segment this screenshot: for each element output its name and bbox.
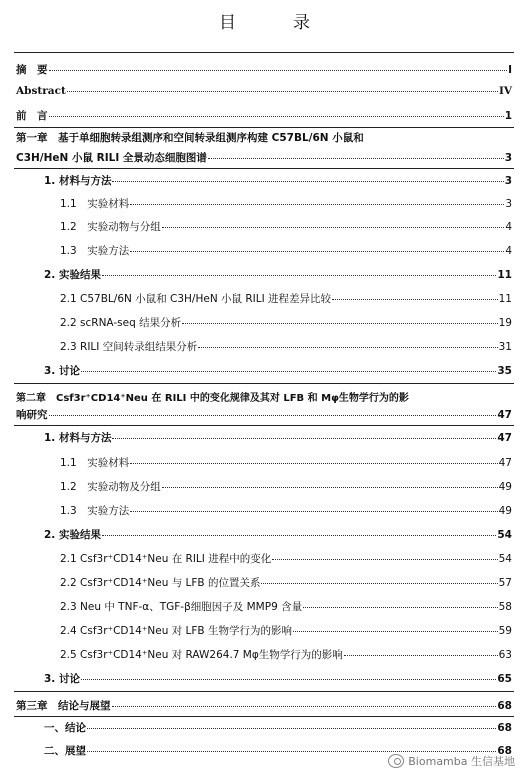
toc-entry-preface[interactable] bbox=[16, 108, 512, 123]
toc-entry-2-1[interactable] bbox=[44, 430, 512, 445]
toc-label: Abstract bbox=[16, 85, 66, 97]
toc-page: IV bbox=[498, 85, 512, 97]
toc-page: 3 bbox=[504, 175, 512, 187]
toc-label: 响研究 bbox=[16, 409, 48, 421]
toc-label: 2.2 Csf3r⁺CD14⁺Neu 与 LFB 的位置关系 bbox=[60, 577, 261, 589]
toc-entry-1-1[interactable] bbox=[44, 173, 512, 188]
toc-entry-1-1-3[interactable] bbox=[60, 243, 512, 258]
toc-page: 59 bbox=[498, 625, 512, 637]
toc-entry-chapter-3[interactable] bbox=[16, 698, 512, 713]
toc-page: I bbox=[508, 64, 512, 76]
toc-page: 63 bbox=[498, 649, 512, 661]
toc-label: 1. 材料与方法 bbox=[44, 432, 112, 444]
toc-entry-1-2-3[interactable] bbox=[60, 339, 512, 354]
header-rule bbox=[14, 52, 514, 53]
toc-page: 57 bbox=[498, 577, 512, 589]
toc-label: 1.3 实验方法 bbox=[60, 505, 130, 517]
toc-page: 11 bbox=[497, 269, 512, 281]
toc-page: 54 bbox=[497, 529, 512, 541]
toc-label: 1.1 实验材料 bbox=[60, 198, 130, 210]
toc-label: 第三章 结论与展望 bbox=[16, 700, 111, 712]
toc-label: 摘 要 bbox=[16, 64, 48, 76]
chapter-1-title-line1: 第一章 基于单细胞转录组测序和空间转录组测序构建 C57BL/6N 小鼠和 bbox=[16, 132, 364, 144]
toc-label: 一、结论 bbox=[44, 722, 86, 734]
toc-entry-1-2[interactable] bbox=[44, 267, 512, 282]
toc-entry-abstract-cn[interactable] bbox=[16, 62, 512, 77]
toc-label: 2. 实验结果 bbox=[44, 529, 101, 541]
toc-page: 54 bbox=[498, 553, 512, 565]
toc-label: 3. 讨论 bbox=[44, 365, 80, 377]
toc-title: 目 录 bbox=[219, 13, 330, 33]
toc-entry-2-1-3[interactable] bbox=[60, 503, 512, 518]
toc-page: 19 bbox=[498, 317, 512, 329]
divider bbox=[14, 383, 514, 384]
watermark-text: Biomamba 生信基地 bbox=[408, 755, 515, 768]
toc-page: 3 bbox=[505, 198, 512, 210]
toc-page: 35 bbox=[497, 365, 512, 377]
toc-page: 58 bbox=[498, 601, 512, 613]
toc-label: 2.2 scRNA-seq 结果分析 bbox=[60, 317, 182, 329]
toc-entry-2-2-2[interactable] bbox=[60, 575, 512, 590]
toc-entry-2-2-4[interactable] bbox=[60, 623, 512, 638]
wechat-icon bbox=[388, 754, 404, 768]
toc-page: 47 bbox=[497, 409, 512, 421]
toc-label: 3. 讨论 bbox=[44, 673, 80, 685]
toc-entry-2-1-2[interactable] bbox=[60, 479, 512, 494]
toc-page: 49 bbox=[498, 481, 512, 493]
toc-label: 2.1 Csf3r⁺CD14⁺Neu 在 RILI 进程中的变化 bbox=[60, 553, 272, 565]
toc-entry-2-2-1[interactable] bbox=[60, 551, 512, 566]
toc-label: 2.3 RILI 空间转录组结果分析 bbox=[60, 341, 198, 353]
toc-page: 47 bbox=[498, 457, 512, 469]
toc-entry-2-2-5[interactable] bbox=[60, 647, 512, 662]
toc-page: 31 bbox=[498, 341, 512, 353]
toc-label: 2.5 Csf3r⁺CD14⁺Neu 对 RAW264.7 Mφ生物学行为的影响 bbox=[60, 649, 343, 661]
toc-label: 1.3 实验方法 bbox=[60, 245, 130, 257]
divider bbox=[14, 691, 514, 692]
toc-entry-2-2[interactable] bbox=[44, 527, 512, 542]
toc-entry-chapter-1[interactable] bbox=[16, 150, 512, 165]
toc-page: 1 bbox=[504, 110, 512, 122]
toc-label: 1.2 实验动物与分组 bbox=[60, 221, 161, 233]
toc-page: 4 bbox=[505, 221, 512, 233]
toc-page: 47 bbox=[497, 432, 512, 444]
toc-entry-3-1[interactable] bbox=[44, 720, 512, 735]
watermark bbox=[388, 753, 515, 769]
toc-entry-1-1-2[interactable] bbox=[60, 219, 512, 234]
toc-page: 11 bbox=[498, 293, 512, 305]
toc-entry-2-1-1[interactable] bbox=[60, 455, 512, 470]
toc-label: 2.1 C57BL/6N 小鼠和 C3H/HeN 小鼠 RILI 进程差异比较 bbox=[60, 293, 332, 305]
toc-label: 1.1 实验材料 bbox=[60, 457, 130, 469]
chapter-2-title-line1: 第二章 Csf3r⁺CD14⁺Neu 在 RILI 中的变化规律及其对 LFB 和 Mφ生物学行为的影 bbox=[16, 393, 409, 404]
toc-entry-abstract-en[interactable] bbox=[16, 85, 512, 97]
toc-page: 49 bbox=[498, 505, 512, 517]
toc-label: 前 言 bbox=[16, 110, 48, 122]
divider bbox=[14, 716, 514, 717]
toc-label: C3H/HeN 小鼠 RILI 全景动态细胞图谱 bbox=[16, 152, 207, 164]
toc-label: 二、展望 bbox=[44, 745, 86, 757]
toc-entry-1-1-1[interactable] bbox=[60, 196, 512, 211]
toc-entry-1-3[interactable] bbox=[44, 363, 512, 378]
divider bbox=[14, 127, 514, 128]
divider bbox=[14, 168, 514, 169]
toc-page: 68 bbox=[497, 722, 512, 734]
toc-page: 3 bbox=[504, 152, 512, 164]
toc-page: 4 bbox=[505, 245, 512, 257]
toc-page: 65 bbox=[497, 673, 512, 685]
divider bbox=[14, 425, 514, 426]
toc-label: 2.4 Csf3r⁺CD14⁺Neu 对 LFB 生物学行为的影响 bbox=[60, 625, 292, 637]
toc-entry-1-2-1[interactable] bbox=[60, 291, 512, 306]
toc-page: 68 bbox=[497, 745, 512, 757]
toc-entry-chapter-2[interactable] bbox=[16, 407, 512, 422]
toc-entry-2-2-3[interactable] bbox=[60, 599, 512, 614]
toc-label: 1.2 实验动物及分组 bbox=[60, 481, 161, 493]
toc-entry-1-2-2[interactable] bbox=[60, 315, 512, 330]
toc-page: 68 bbox=[497, 700, 512, 712]
toc-label: 1. 材料与方法 bbox=[44, 175, 112, 187]
toc-entry-2-3[interactable] bbox=[44, 671, 512, 686]
toc-label: 2.3 Neu 中 TNF-α、TGF-β细胞因子及 MMP9 含量 bbox=[60, 601, 303, 613]
toc-label: 2. 实验结果 bbox=[44, 269, 101, 281]
